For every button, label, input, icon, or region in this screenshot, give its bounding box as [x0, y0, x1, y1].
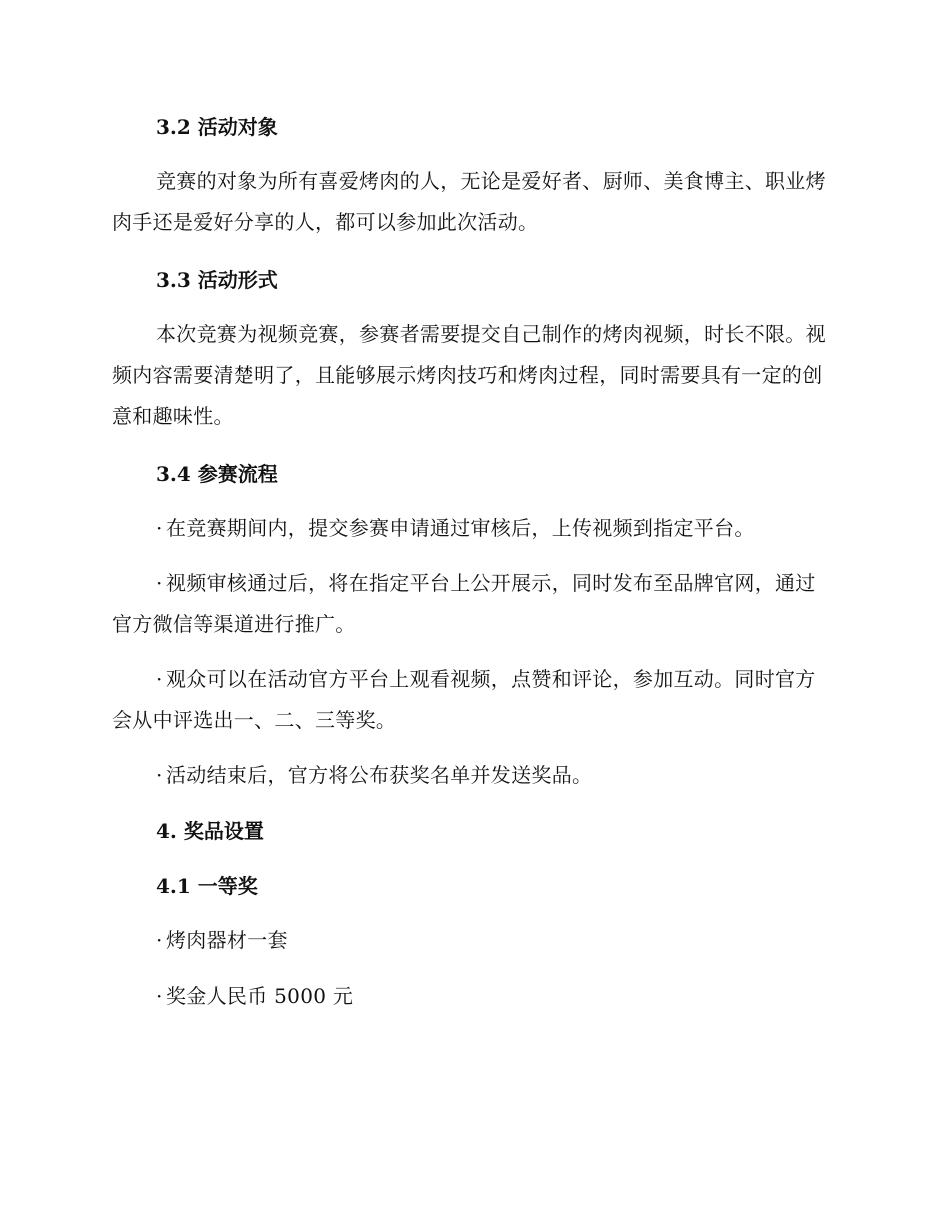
list-item-text: 奖金人民币 5000 元 [166, 984, 354, 1008]
bullet-marker: · [156, 516, 163, 540]
section-heading-3-2: 3.2 活动对象 [156, 115, 278, 139]
section-body-3-2: 竞赛的对象为所有喜爱烤肉的人，无论是爱好者、厨师、美食博主、职业烤肉手还是爱好分享的人，都可以参加此次活动。 [112, 169, 826, 234]
list-item-3-4-2 [112, 563, 832, 645]
list-item-3-4-3 [112, 659, 832, 741]
bullet-marker: · [156, 984, 163, 1008]
bullet-marker: · [156, 928, 163, 952]
section-heading-3-4: 3.4 参赛流程 [156, 462, 278, 486]
list-item-text: 活动结束后，官方将公布获奖名单并发送奖品。 [166, 763, 593, 787]
list-item-text: 视频审核通过后，将在指定平台上公开展示，同时发布至品牌官网，通过官方微信等渠道进行推广。 [112, 571, 816, 636]
section-heading-4: 4. 奖品设置 [156, 819, 264, 843]
list-item-4-1-2 [112, 976, 832, 1017]
list-item-3-4-4 [112, 755, 832, 796]
list-item-4-1-1 [112, 920, 832, 961]
list-item-text: 在竞赛期间内，提交参赛申请通过审核后，上传视频到指定平台。 [166, 516, 755, 540]
bullet-marker: · [156, 763, 163, 787]
bullet-marker: · [156, 571, 163, 595]
list-item-3-4-1 [112, 508, 832, 549]
section-body-3-3: 本次竞赛为视频竞赛，参赛者需要提交自己制作的烤肉视频，时长不限。视频内容需要清楚明了，且能够展示烤肉技巧和烤肉过程，同时需要具有一定的创意和趣味性。 [112, 322, 826, 428]
section-heading-4-1: 4.1 一等奖 [156, 874, 258, 898]
list-item-text: 烤肉器材一套 [166, 928, 288, 952]
section-heading-3-3: 3.3 活动形式 [156, 268, 278, 292]
list-item-text: 观众可以在活动官方平台上观看视频，点赞和评论，参加互动。同时官方会从中评选出一、二、三等奖。 [112, 667, 816, 732]
bullet-marker: · [156, 667, 163, 691]
